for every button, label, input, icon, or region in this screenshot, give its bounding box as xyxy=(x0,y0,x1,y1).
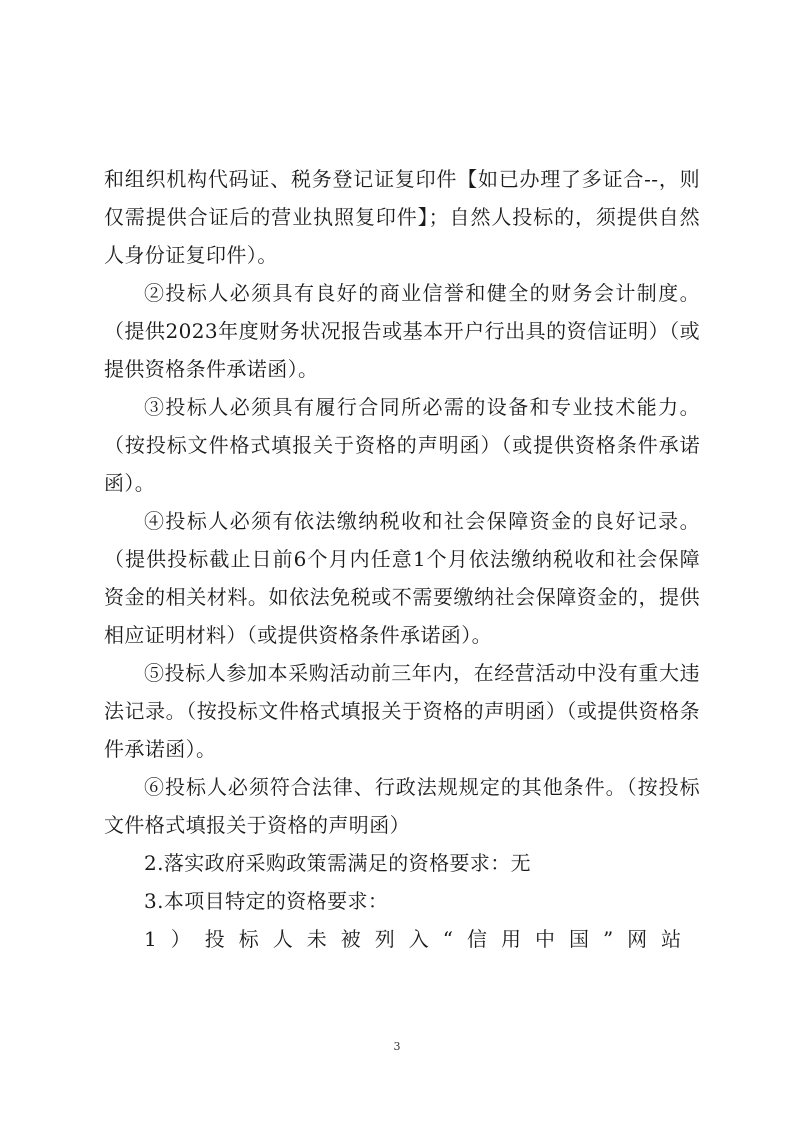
page-number: 3 xyxy=(393,1040,401,1053)
paragraph-credit-china: 1）投标人未被列入“信用中国”网站 xyxy=(144,927,696,951)
paragraph-requirement-5: ⑤投标人参加本采购活动前三年内，在经营活动中没有重大违法记录。（按投标文件格式填报关于资格的声明函）（或提供资格条件承诺函）。 xyxy=(104,661,700,761)
paragraph-policy-requirements: 2.落实政府采购政策需满足的资格要求：无 xyxy=(144,851,532,875)
paragraph-requirement-3: ③投标人必须具有履行合同所必需的设备和专业技术能力。（按投标文件格式填报关于资格的声明函）（或提供资格条件承诺函）。 xyxy=(104,395,700,495)
document-body xyxy=(104,160,700,958)
paragraph-license-copies: 和组织机构代码证、税务登记证复印件【如已办理了多证合--，则仅需提供合证后的营业执照复印件】；自然人投标的，须提供自然人身份证复印件）。 xyxy=(104,167,700,267)
paragraph-requirement-2: ②投标人必须具有良好的商业信誉和健全的财务会计制度。（提供2023年度财务状况报告或基本开户行出具的资信证明）（或提供资格条件承诺函）。 xyxy=(104,281,700,381)
paragraph-specific-requirements: 3.本项目特定的资格要求： xyxy=(144,889,389,913)
paragraph-requirement-4: ④投标人必须有依法缴纳税收和社会保障资金的良好记录。（提供投标截止日前6个月内任意1个月依法缴纳税收和社会保障资金的相关材料。如依法免税或不需要缴纳社会保障资金的，提供相应证明材料）（或提供资格条件承诺函）。 xyxy=(104,509,700,647)
paragraph-requirement-6: ⑥投标人必须符合法律、行政法规规定的其他条件。（按投标文件格式填报关于资格的声明函） xyxy=(104,775,700,837)
